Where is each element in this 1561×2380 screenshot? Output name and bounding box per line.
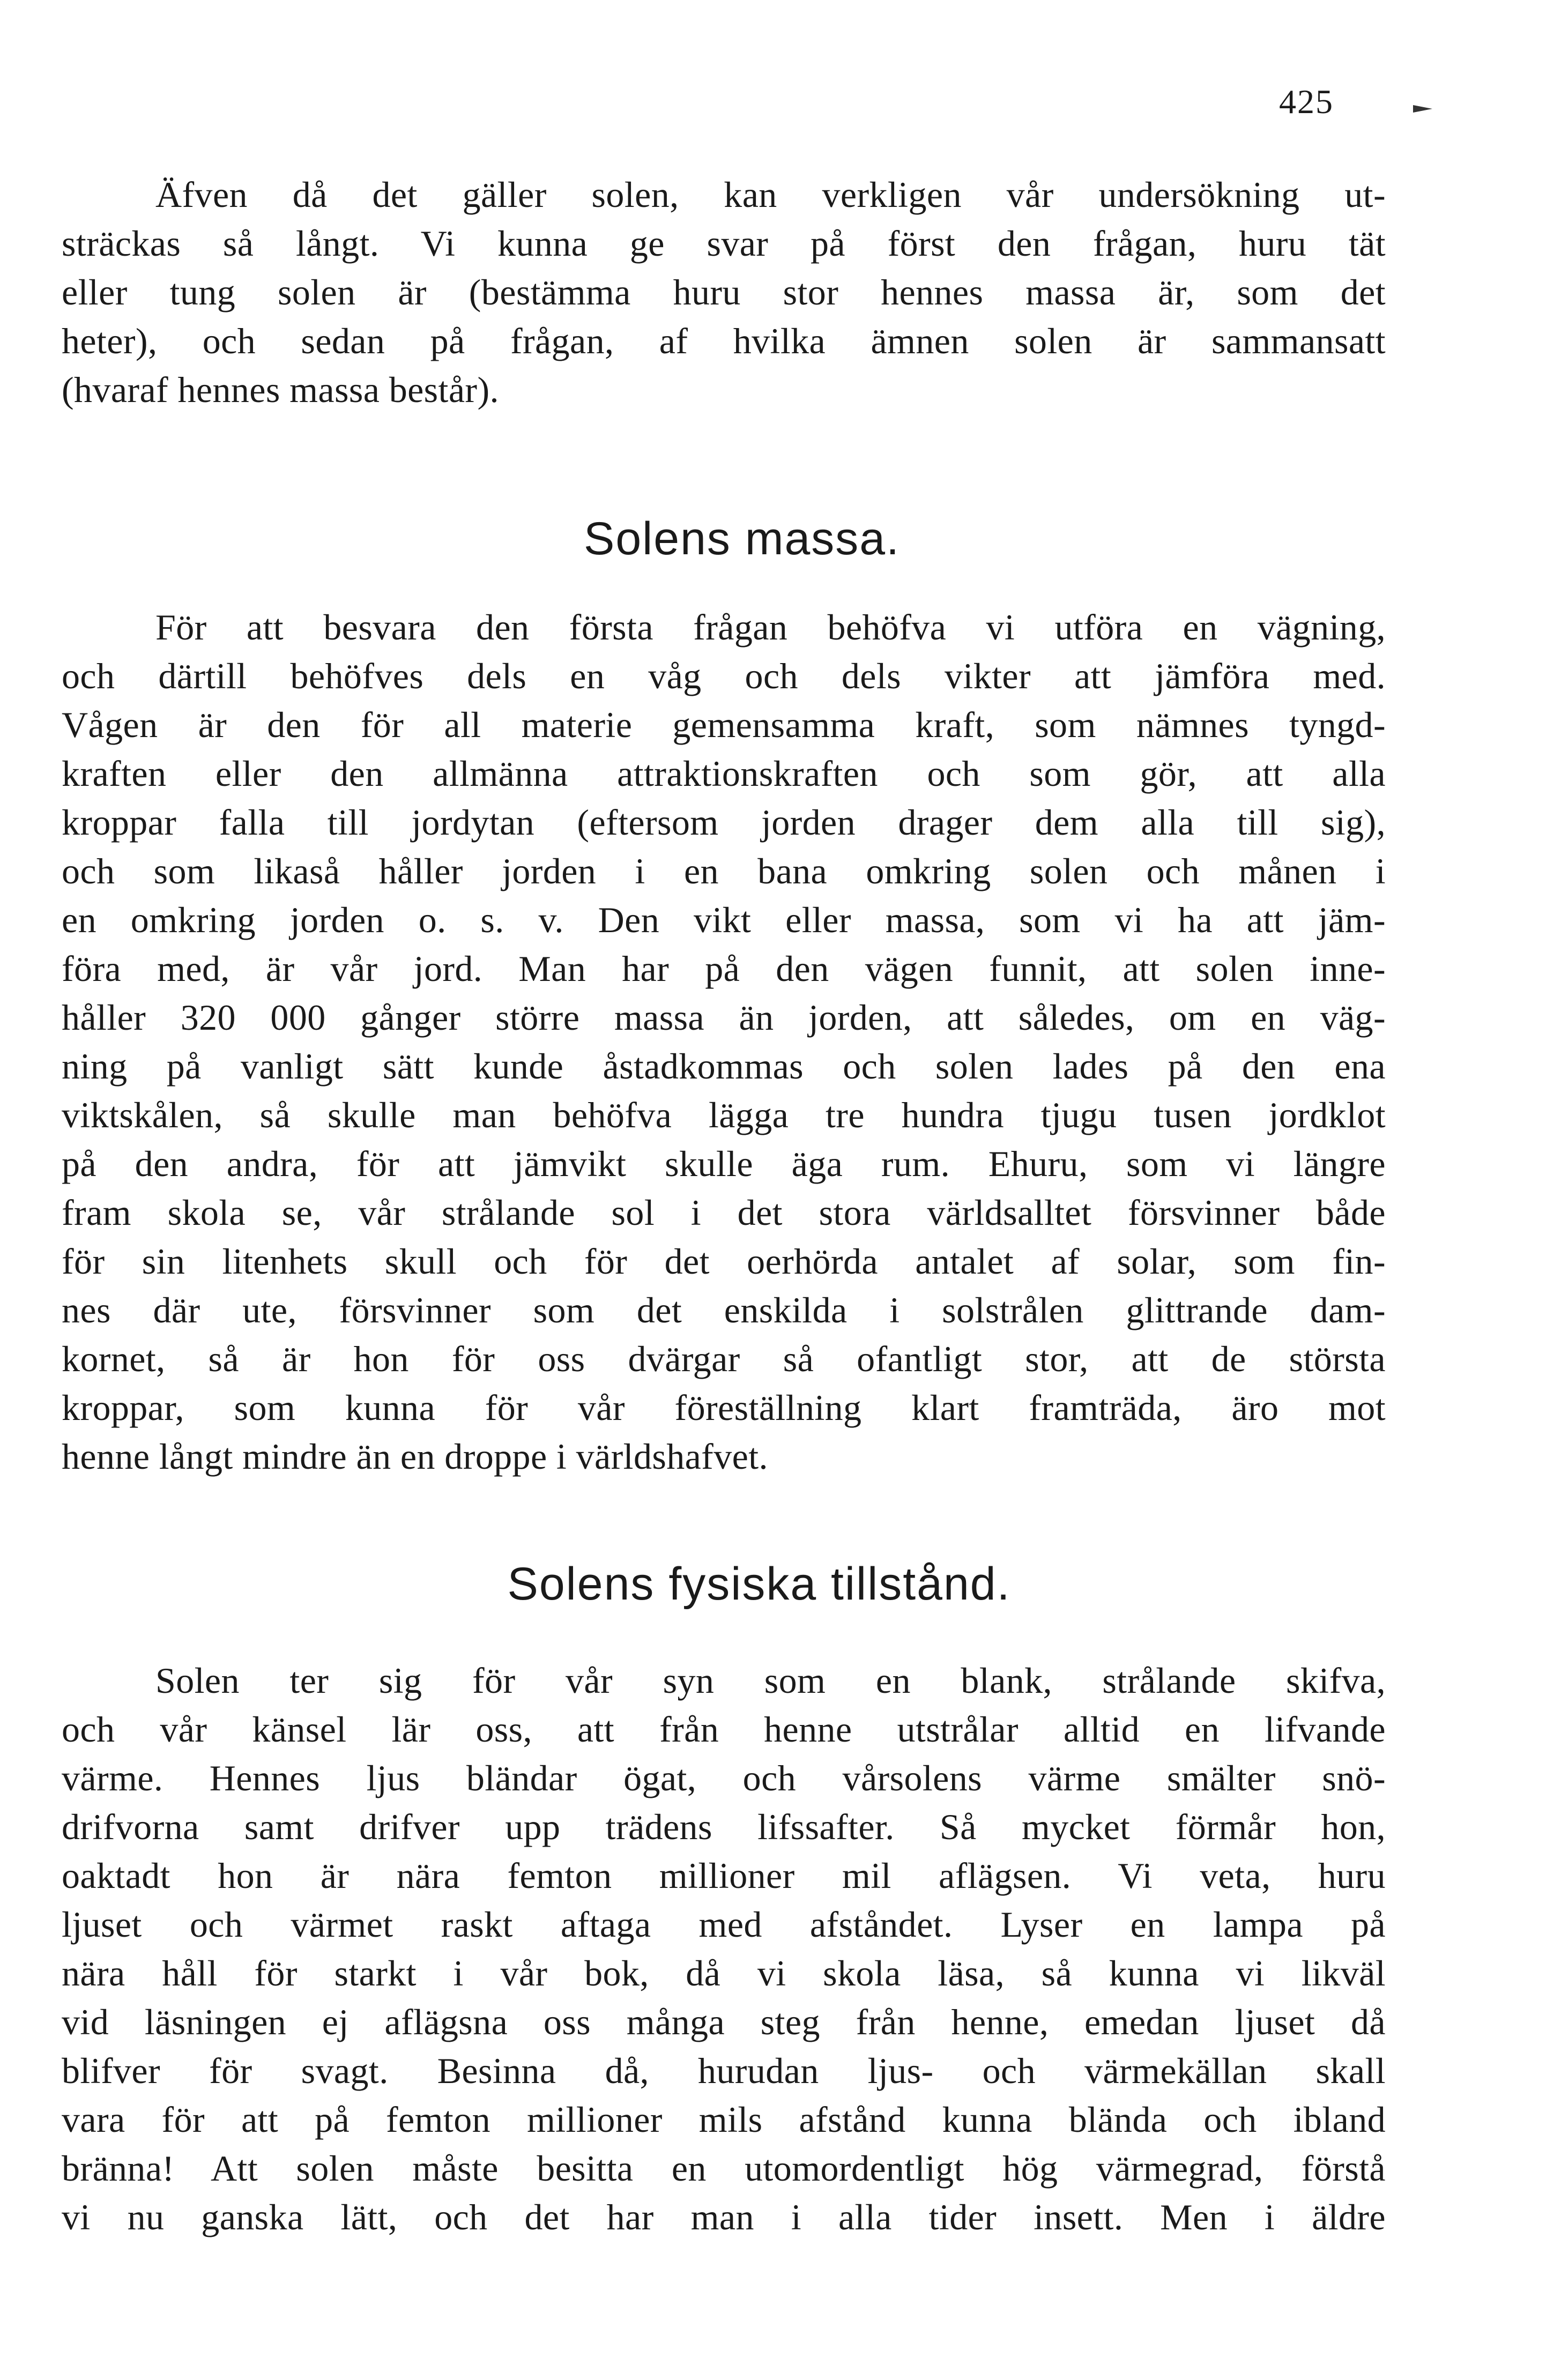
corner-mark xyxy=(1413,105,1432,113)
paragraph-line: henne långt mindre än en droppe i världshafvet. xyxy=(62,1436,768,1477)
paragraph-line: föra med, är vår jord. Man har på den vägen funnit, att solen inne- xyxy=(62,948,1386,989)
paragraph-line: kraften eller den allmänna attraktionskraften och som gör, att alla xyxy=(62,753,1386,794)
paragraph-line: viktskålen, så skulle man behöfva lägga tre hundra tjugu tusen jordklot xyxy=(62,1095,1386,1135)
paragraph-line: Solen ter sig för vår syn som en blank, strålande skifva, xyxy=(155,1660,1386,1701)
paragraph-line: vi nu ganska lätt, och det har man i alla tider insett. Men i äldre xyxy=(62,2197,1386,2237)
paragraph-line: en omkring jorden o. s. v. Den vikt eller massa, som vi ha att jäm- xyxy=(62,899,1386,940)
paragraph-line: eller tung solen är (bestämma huru stor hennes massa är, som det xyxy=(62,272,1386,313)
paragraph-line: fram skola se, vår strålande sol i det stora världsalltet försvinner både xyxy=(62,1192,1386,1233)
paragraph-intro xyxy=(62,170,1386,414)
paragraph-line: kroppar, som kunna för vår föreställning klart framträda, äro mot xyxy=(62,1387,1386,1428)
paragraph-line: nära håll för starkt i vår bok, då vi skola läsa, så kunna vi likväl xyxy=(62,1953,1386,1994)
paragraph-line: kornet, så är hon för oss dvärgar så ofantligt stor, att de största xyxy=(62,1338,1386,1379)
paragraph-line: För att besvara den första frågan behöfva vi utföra en vägning, xyxy=(155,607,1386,648)
paragraph-line: håller 320 000 gånger större massa än jorden, att således, om en väg- xyxy=(62,997,1386,1038)
paragraph-line: på den andra, för att jämvikt skulle äga rum. Ehuru, som vi längre xyxy=(62,1143,1386,1184)
paragraph-solens-fysiska-tillstand xyxy=(62,1656,1386,2242)
paragraph-line: och vår känsel lär oss, att från henne utstrålar alltid en lifvande xyxy=(62,1709,1386,1750)
paragraph-line: ljuset och värmet raskt aftaga med afståndet. Lyser en lampa på xyxy=(62,1904,1386,1945)
section-heading-solens-massa: Solens massa. xyxy=(583,513,901,564)
paragraph-line: sträckas så långt. Vi kunna ge svar på först den frågan, huru tät xyxy=(62,223,1386,264)
paragraph-line: bränna! Att solen måste besitta en utomordentligt hög värmegrad, förstå xyxy=(62,2148,1386,2189)
paragraph-line: Vågen är den för all materie gemensamma kraft, som nämnes tyngd- xyxy=(62,704,1386,745)
paragraph-line: oaktadt hon är nära femton millioner mil aflägsen. Vi veta, huru xyxy=(62,1855,1386,1896)
paragraph-line: (hvaraf hennes massa består). xyxy=(62,369,499,410)
paragraph-line: för sin litenhets skull och för det oerhörda antalet af solar, som fin- xyxy=(62,1241,1386,1282)
paragraph-line: nes där ute, försvinner som det enskilda i solstrålen glittrande dam- xyxy=(62,1290,1386,1330)
page-number: 425 xyxy=(1279,83,1334,121)
paragraph-solens-massa xyxy=(62,603,1386,1481)
paragraph-line: blifver för svagt. Besinna då, hurudan ljus- och värmekällan skall xyxy=(62,2050,1386,2091)
paragraph-line: drifvorna samt drifver upp trädens lifssafter. Så mycket förmår hon, xyxy=(62,1806,1386,1847)
section-heading-solens-fysiska-tillstand: Solens fysiska tillstånd. xyxy=(507,1558,1011,1610)
paragraph-line: heter), och sedan på frågan, af hvilka ämnen solen är sammansatt xyxy=(62,321,1386,361)
paragraph-line: vid läsningen ej aflägsna oss många steg från henne, emedan ljuset då xyxy=(62,2002,1386,2042)
paragraph-line: kroppar falla till jordytan (eftersom jorden drager dem alla till sig), xyxy=(62,802,1386,843)
paragraph-line: ning på vanligt sätt kunde åstadkommas och solen lades på den ena xyxy=(62,1046,1386,1087)
paragraph-line: och som likaså håller jorden i en bana omkring solen och månen i xyxy=(62,851,1386,891)
paragraph-line: värme. Hennes ljus bländar ögat, och vårsolens värme smälter snö- xyxy=(62,1758,1386,1798)
paragraph-line: vara för att på femton millioner mils afstånd kunna blända och ibland xyxy=(62,2099,1386,2140)
paragraph-line: och därtill behöfves dels en våg och dels vikter att jämföra med. xyxy=(62,656,1386,696)
paragraph-line: Äfven då det gäller solen, kan verkligen vår undersökning ut- xyxy=(155,174,1386,215)
